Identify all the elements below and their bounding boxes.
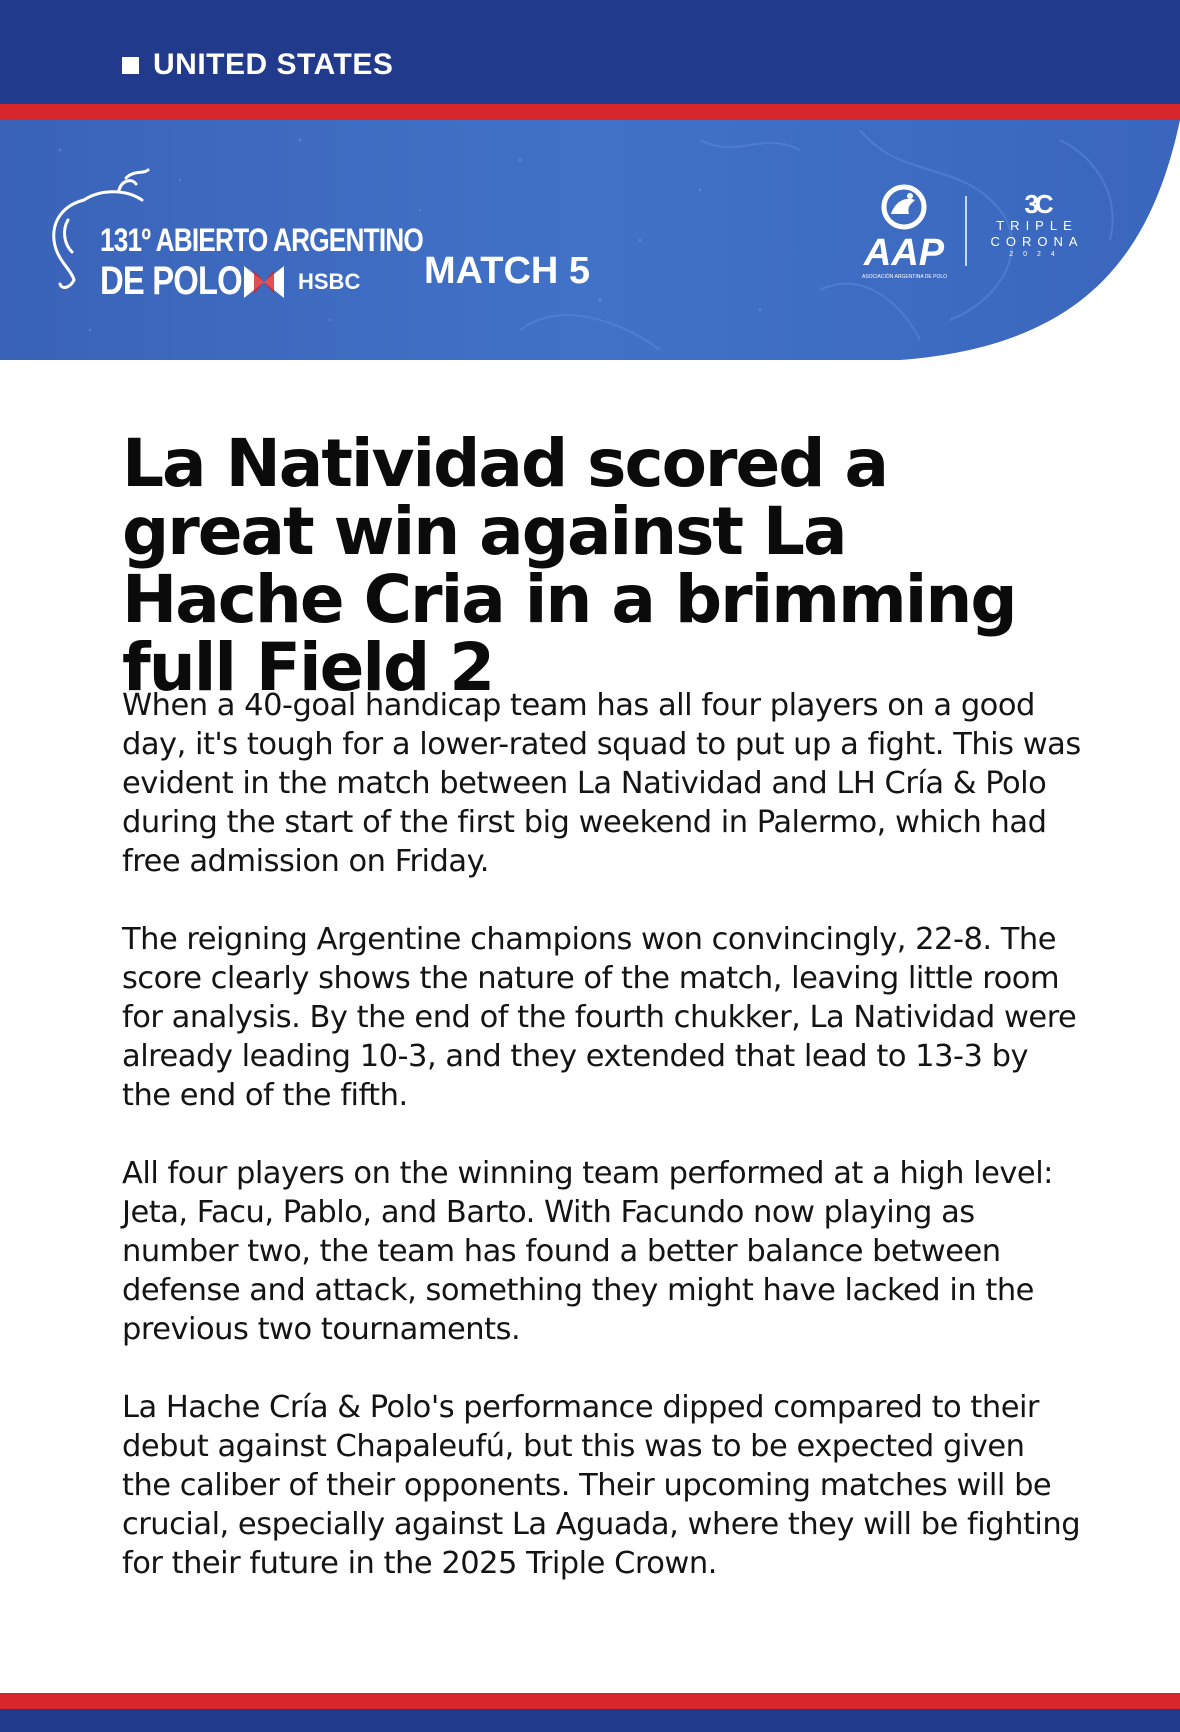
bottom-red-stripe <box>0 1693 1180 1709</box>
triple-corona-mark: 3C <box>1024 189 1050 219</box>
article-paragraph: La Hache Cría & Polo's performance dipped compared to their debut against Chapaleufú, but this was to be expected given the caliber of their opponents. Their upcoming matches will be crucial, especially against La Aguada, where they will be fighting for their future in the 2025 Triple Crown. <box>122 1390 1081 1581</box>
top-bar <box>0 0 1180 104</box>
country-label: UNITED STATES <box>153 48 394 81</box>
tournament-banner <box>0 120 1180 360</box>
tournament-title-line1: 131º ABIERTO ARGENTINO <box>100 222 424 258</box>
aap-logo <box>862 184 946 280</box>
aap-sublabel: ASOCIACIÓN ARGENTINA DE POLO <box>862 274 948 280</box>
bottom-blue-bar <box>0 1709 1180 1732</box>
article-body <box>122 686 1082 1622</box>
aap-polo-rider-icon <box>877 184 931 230</box>
sponsor-label: HSBC <box>298 268 361 294</box>
article-paragraph: The reigning Argentine champions won convincingly, 22-8. The score clearly shows the nature of the match, leaving little room for analysis. By the end of the fourth chukker, La Natividad were already leading 10-3, and they extended that lead to 13-3 by the end of the fifth. <box>122 922 1077 1113</box>
square-bullet-icon <box>122 57 139 74</box>
triple-corona-line2: CORONA <box>990 234 1084 249</box>
triple-corona-line1: TRIPLE <box>996 218 1078 233</box>
triple-corona-year: 2024 <box>1009 251 1065 258</box>
top-red-stripe <box>0 104 1180 120</box>
country-label-group <box>122 48 393 82</box>
hsbc-hexagon-icon <box>244 266 284 298</box>
aap-label: AAP <box>863 232 945 274</box>
match-label: MATCH 5 <box>424 250 591 292</box>
article-paragraph: When a 40-goal handicap team has all four players on a good day, it's tough for a lower-rated squad to put up a fight. This was evident in the match between La Natividad and LH Cría & Polo during the start of the first big weekend in Palermo, which had free admission on Friday. <box>122 688 1081 879</box>
tournament-title-line2: DE POLO <box>100 259 242 303</box>
logo-divider <box>965 196 967 266</box>
triple-corona-logo <box>982 190 1092 260</box>
article-paragraph: All four players on the winning team performed at a high level: Jeta, Facu, Pablo, and Barto. With Facundo now playing as number two, the team has found a better balance between defense and attack, something they might have lacked in the previous two tournaments. <box>122 1156 1053 1347</box>
article-headline: La Natividad scored a great win against La Hache Cria in a brimming full Field 2 <box>122 425 1016 706</box>
